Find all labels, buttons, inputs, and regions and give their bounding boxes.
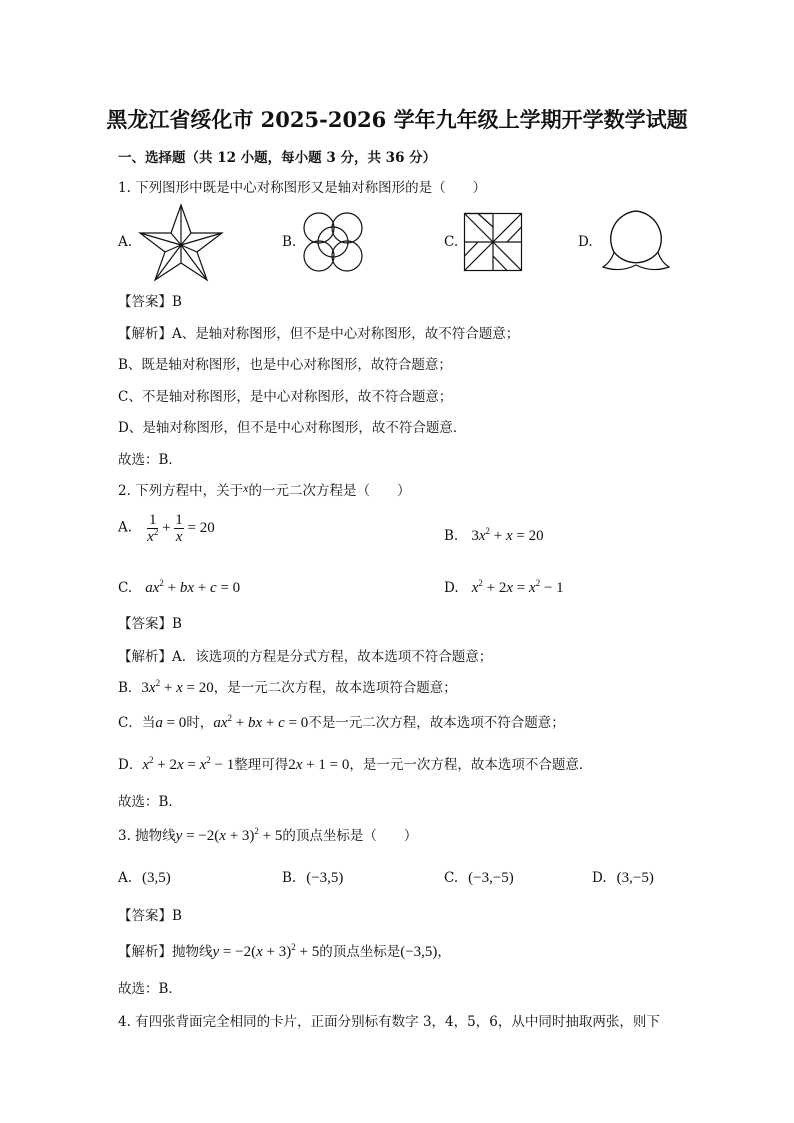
- q1-answer: 【答案】B: [118, 294, 182, 310]
- q2-stem: 2. 下列方程中，关于x的一元二次方程是（ ）: [118, 481, 411, 499]
- q2-answer: 【答案】B: [118, 616, 182, 632]
- q2-option-a: A. $\frac{1}{x^2}$ + $\frac{1}{x}$ = 20: [118, 512, 215, 545]
- q1-option-c-label: C.: [444, 234, 459, 250]
- q3-choose: 故选：B．: [118, 981, 182, 997]
- q1-analysis-line-2: B、既是轴对称图形，也是中心对称图形，故符合题意；: [118, 357, 452, 373]
- q2-option-c: C. $ax^2$ + bx + c = 0: [118, 578, 241, 596]
- q3-option-b: B. (−3,5): [282, 870, 344, 886]
- q3-option-d: D. (3,−5): [592, 870, 654, 886]
- q4-stem: 4. 有四张背面完全相同的卡片，正面分别标有数字 3，4，5，6，从中同时抽取两张，则下: [118, 1014, 660, 1030]
- q3-analysis: 【解析】抛物线$y = -2(x + 3)^2 + 5$的顶点坐标是(−3,5)，: [118, 942, 451, 960]
- q2-option-d: D. $x^2 + 2x = x^2 - 1$: [444, 578, 564, 596]
- q1-option-c-pinwheel-figure: [464, 213, 522, 271]
- q1-option-b-label: B.: [282, 234, 297, 250]
- q2-choose: 故选：B．: [118, 794, 182, 810]
- section-heading: 一、选择题（共 12 小题，每小题 3 分，共 36 分）: [118, 150, 437, 166]
- q2-analysis-d: D．$x^2 + 2x = x^2 - 1$整理可得2x + 1 = 0，是一元一次方程，故本选项不合题意．: [118, 755, 593, 773]
- q2-option-b: B. $3x^2 + x = 20$: [444, 526, 544, 544]
- q3-stem: 3. 抛物线$y = -2(x + 3)^2 + 5$的顶点坐标是（ ）: [118, 826, 418, 844]
- q3-option-a: A. (3,5): [118, 870, 171, 886]
- q1-analysis-line-3: C、不是轴对称图形，是中心对称图形，故不符合题意；: [118, 389, 453, 405]
- q2-analysis-a: 【解析】A．该选项的方程是分式方程，故本选项不符合题意；: [118, 649, 493, 665]
- page-title: 黑龙江省绥化市 2025-2026 学年九年级上学期开学数学试题: [106, 107, 688, 132]
- q1-stem: 1. 下列图形中既是中心对称图形又是轴对称图形的是（ ）: [118, 180, 487, 196]
- q1-option-d-label: D.: [578, 234, 593, 250]
- q1-choose: 故选：B．: [118, 452, 182, 468]
- q1-option-a-label: A.: [118, 234, 133, 250]
- q1-analysis-line-1: 【解析】A、是轴对称图形，但不是中心对称图形，故不符合题意；: [118, 326, 520, 342]
- q1-option-b-flower-figure: [300, 209, 366, 275]
- q1-option-a-star-figure: [138, 204, 224, 280]
- q2-analysis-c: C．当a = 0时，$ax^2$ + bx + c = 0不是一元二次方程，故本选项不符合题意；: [118, 713, 565, 731]
- q2-analysis-b: B．$3x^2 + x = 20$，是一元二次方程，故本选项符合题意；: [118, 678, 457, 696]
- q3-option-c: C. (−3,−5): [444, 870, 514, 886]
- q3-answer: 【答案】B: [118, 908, 182, 924]
- q1-option-d-trefoil-figure: [600, 209, 672, 273]
- q1-analysis-line-4: D、是轴对称图形，但不是中心对称图形，故不符合题意．: [118, 420, 467, 436]
